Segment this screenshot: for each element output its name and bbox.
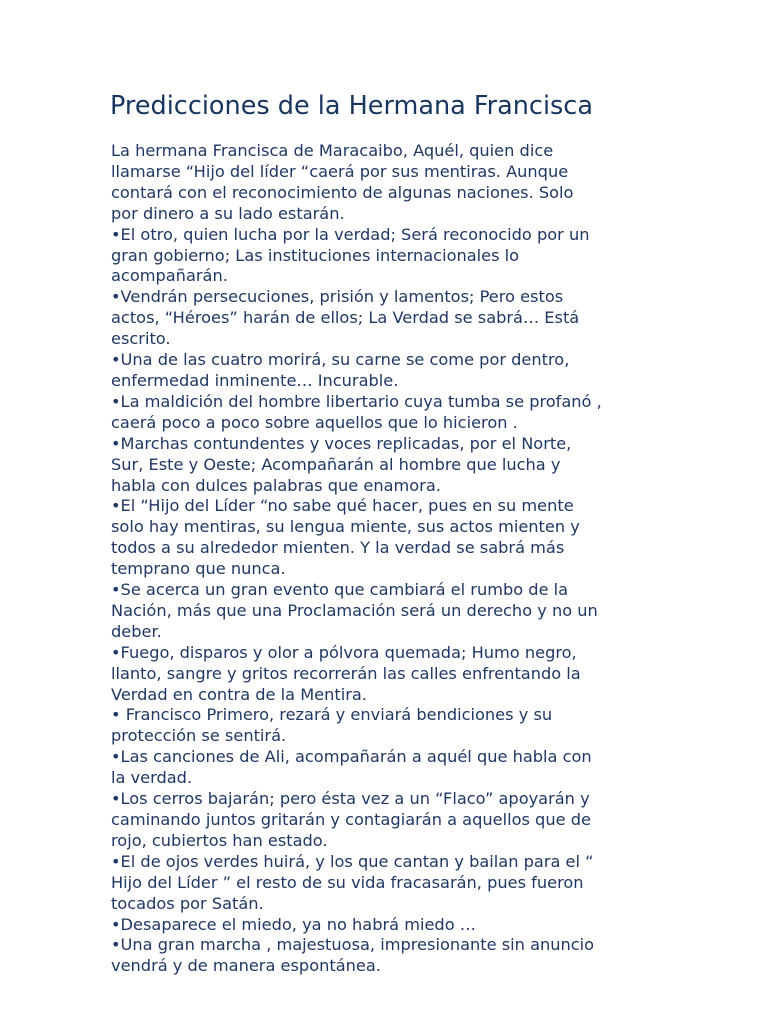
body-line: gran gobierno; Las instituciones internacionales lo	[111, 245, 520, 265]
document-body	[111, 141, 671, 977]
body-line: todos a su alrededor mienten. Y la verdad se sabrá más	[111, 538, 565, 558]
body-line: protección se sentirá.	[111, 726, 287, 746]
body-line: •El otro, quien lucha por la verdad; Será reconocido por un	[111, 224, 590, 244]
body-line: •Los cerros bajarán; pero ésta vez a un “Flaco” apoyarán y	[111, 789, 590, 809]
body-line: • Francisco Primero, rezará y enviará bendiciones y su	[111, 705, 553, 725]
body-line: Hijo del Líder ” el resto de su vida fracasarán, pues fueron	[111, 872, 584, 892]
body-line: •La maldición del hombre libertario cuya tumba se profanó ,	[111, 391, 602, 411]
body-line: •Desaparece el miedo, ya no habrá miedo …	[111, 914, 476, 934]
body-line: escrito.	[111, 329, 171, 349]
body-line: La hermana Francisca de Maracaibo, Aquél, quien dice	[111, 141, 554, 160]
body-line: vendrá y de manera espontánea.	[111, 956, 381, 976]
body-line: •Marchas contundentes y voces replicadas, por el Norte,	[111, 433, 572, 453]
body-line: enfermedad inminente… Incurable.	[111, 370, 399, 390]
body-line: Verdad en contra de la Mentira.	[111, 684, 367, 704]
body-line: habla con dulces palabras que enamora.	[111, 475, 441, 495]
page-title: Predicciones de la Hermana Francisca	[110, 91, 593, 121]
body-line: •El “Hijo del Líder “no sabe qué hacer, pues en su mente	[111, 496, 574, 516]
body-line: rojo, cubiertos han estado.	[111, 830, 328, 850]
body-line: Nación, más que una Proclamación será un derecho y no un	[111, 600, 598, 620]
body-line: •El de ojos verdes huirá, y los que cantan y bailan para el “	[111, 851, 594, 871]
body-line: temprano que nunca.	[111, 559, 286, 579]
body-line: por dinero a su lado estarán.	[111, 203, 345, 223]
body-line: •Una de las cuatro morirá, su carne se come por dentro,	[111, 350, 570, 370]
body-line: contará con el reconocimiento de algunas naciones. Solo	[111, 182, 574, 202]
body-line: deber.	[111, 621, 162, 641]
body-line: actos, “Héroes” harán de ellos; La Verdad se sabrá… Está	[111, 308, 580, 328]
body-line: caminando juntos gritarán y contagiarán a aquellos que de	[111, 810, 591, 829]
body-line: •Vendrán persecuciones, prisión y lamentos; Pero estos	[111, 287, 564, 307]
body-line: •Se acerca un gran evento que cambiará el rumbo de la	[111, 580, 569, 600]
body-line: acompañarán.	[111, 266, 228, 286]
body-line: llamarse “Hijo del líder “caerá por sus mentiras. Aunque	[111, 161, 569, 181]
body-line: llanto, sangre y gritos recorrerán las calles enfrentando la	[111, 663, 581, 683]
body-line: •Una gran marcha , majestuosa, impresionante sin anuncio	[111, 935, 595, 955]
body-line: •Fuego, disparos y olor a pólvora quemada; Humo negro,	[111, 642, 577, 662]
body-line: •Las canciones de Ali, acompañarán a aquél que habla con	[111, 747, 592, 767]
body-line: caerá poco a poco sobre aquellos que lo hicieron .	[111, 412, 518, 432]
body-line: tocados por Satán.	[111, 893, 264, 913]
body-line: la verdad.	[111, 768, 193, 788]
body-line: Sur, Este y Oeste; Acompañarán al hombre que lucha y	[111, 454, 561, 474]
body-line: solo hay mentiras, su lengua miente, sus actos mienten y	[111, 517, 580, 537]
